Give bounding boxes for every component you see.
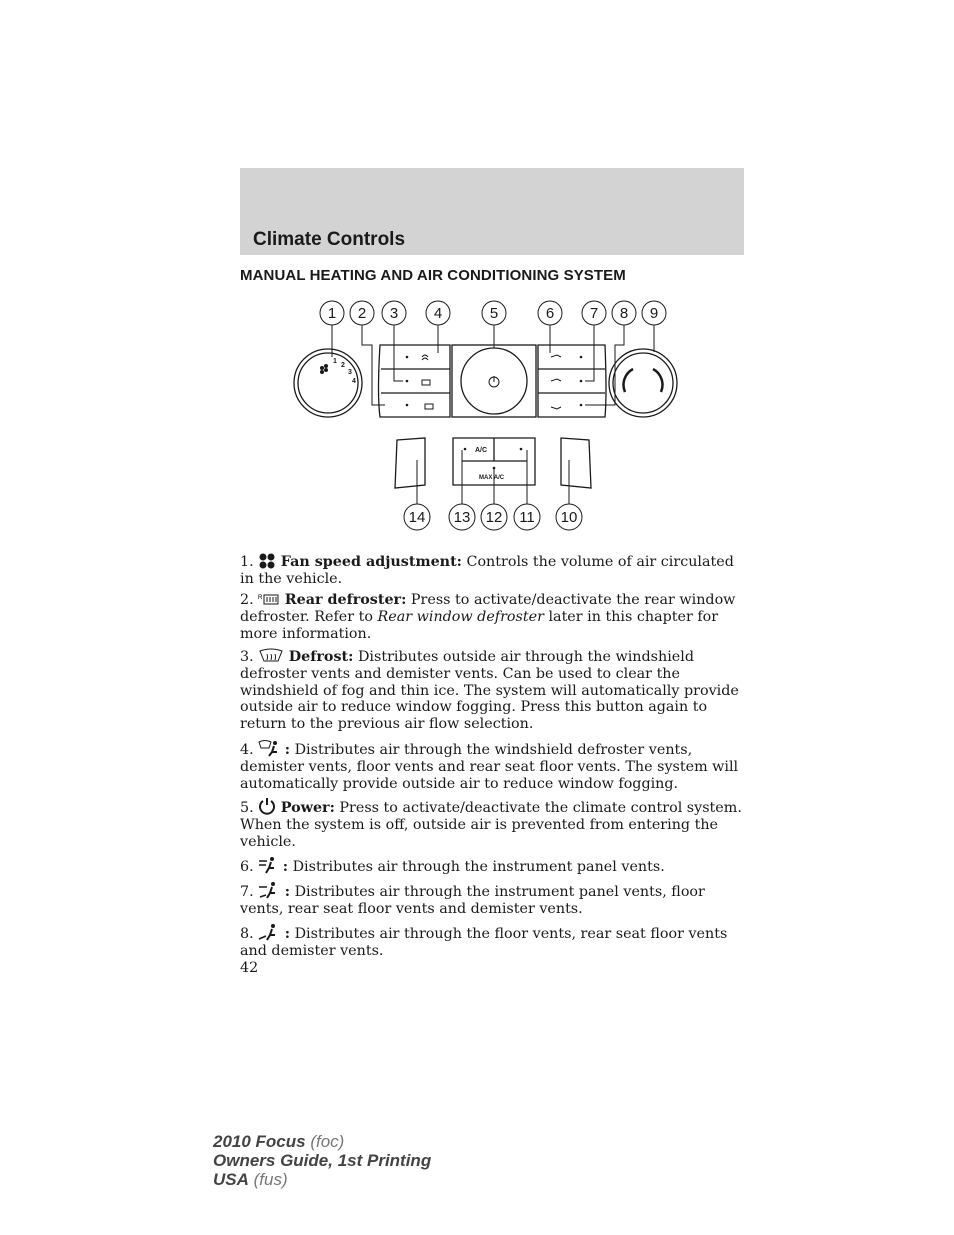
item-4: 4. : Distributes air through the windshield defroster vents, demister vents, floor vents and rear seat floor vents. The system will automatically provide outside air to reduce window fogging. — [240, 739, 745, 792]
callout-13 — [449, 504, 475, 530]
callout-6 — [538, 301, 562, 325]
callout-8 — [612, 301, 636, 325]
svg-text:2: 2 — [357, 305, 367, 322]
item-2: 2. R Rear defroster: Press to activate/deactivate the rear window defroster. Refer to Rear window defroster later in this chapter for more information. — [240, 592, 736, 642]
page-number: 42 — [240, 960, 259, 976]
power-icon — [258, 797, 276, 815]
fan-level-1: 1 — [333, 358, 337, 365]
floor-vent-icon — [258, 923, 280, 941]
item-1: 1. Fan speed adjustment: Controls the volume of air circulated in the vehicle. — [240, 554, 734, 587]
callout-9 — [642, 301, 666, 325]
svg-text:9: 9 — [649, 305, 659, 322]
callout-14 — [404, 504, 430, 530]
svg-text:4: 4 — [433, 305, 443, 322]
callout-3 — [382, 301, 406, 325]
svg-text:5: 5 — [489, 305, 499, 322]
item-5: 5. Power: Press to activate/deactivate the climate control system. When the system is off, outside air is prevented from entering the vehicle. — [240, 797, 745, 850]
fan-knob-icon — [320, 364, 328, 374]
svg-text:3: 3 — [389, 305, 399, 322]
climate-control-diagram — [285, 295, 685, 540]
callout-12 — [481, 504, 507, 530]
item-8: 8. : Distributes air through the floor vents, rear seat floor vents and demister vents. — [240, 923, 745, 960]
svg-text:1: 1 — [327, 305, 337, 322]
fan-level-2: 2 — [341, 362, 345, 369]
svg-text:13: 13 — [453, 509, 471, 526]
fan-level-4: 4 — [352, 378, 356, 385]
callout-10 — [556, 504, 582, 530]
subheading: MANUAL HEATING AND AIR CONDITIONING SYSTEM — [240, 267, 626, 284]
callout-2 — [350, 301, 374, 325]
rear-defrost-icon — [258, 593, 280, 607]
callout-5 — [482, 301, 506, 325]
svg-text:11: 11 — [519, 509, 535, 526]
fan-icon — [258, 553, 276, 569]
callout-1 — [320, 301, 344, 325]
callout-7 — [582, 301, 606, 325]
defrost-floor-icon — [258, 739, 280, 757]
panel-floor-icon — [258, 881, 280, 899]
svg-text:12: 12 — [485, 509, 503, 526]
item-7: 7. : Distributes air through the instrument panel vents, floor vents, rear seat floor vents and demister vents. — [240, 881, 745, 918]
svg-text:R: R — [258, 595, 263, 601]
section-title: Climate Controls — [253, 229, 406, 250]
defrost-icon — [258, 648, 284, 664]
ac-label: A/C — [475, 447, 488, 454]
svg-text:6: 6 — [545, 305, 555, 322]
footer: 2010 Focus (foc) Owners Guide, 1st Printing USA (fus) — [213, 1132, 432, 1189]
max-ac-label: MAX A/C — [479, 475, 505, 481]
item-6: 6. : Distributes air through the instrument panel vents. — [240, 856, 745, 876]
panel-vent-icon — [258, 856, 278, 874]
item-3: 3. Defrost: Distributes outside air through the windshield defroster vents and demister vents. Can be used to clear the windshield of fog and thin ice. The system will automatically provide outside air to reduce window fogging. Press this button again to return to the previous air flow selection. — [240, 649, 739, 733]
svg-text:7: 7 — [589, 305, 599, 322]
temperature-knob — [609, 349, 677, 417]
fan-level-3: 3 — [348, 369, 352, 376]
callout-11 — [514, 504, 540, 530]
svg-text:8: 8 — [619, 305, 629, 322]
svg-text:10: 10 — [560, 509, 578, 526]
svg-text:14: 14 — [408, 509, 426, 526]
callout-4 — [426, 301, 450, 325]
